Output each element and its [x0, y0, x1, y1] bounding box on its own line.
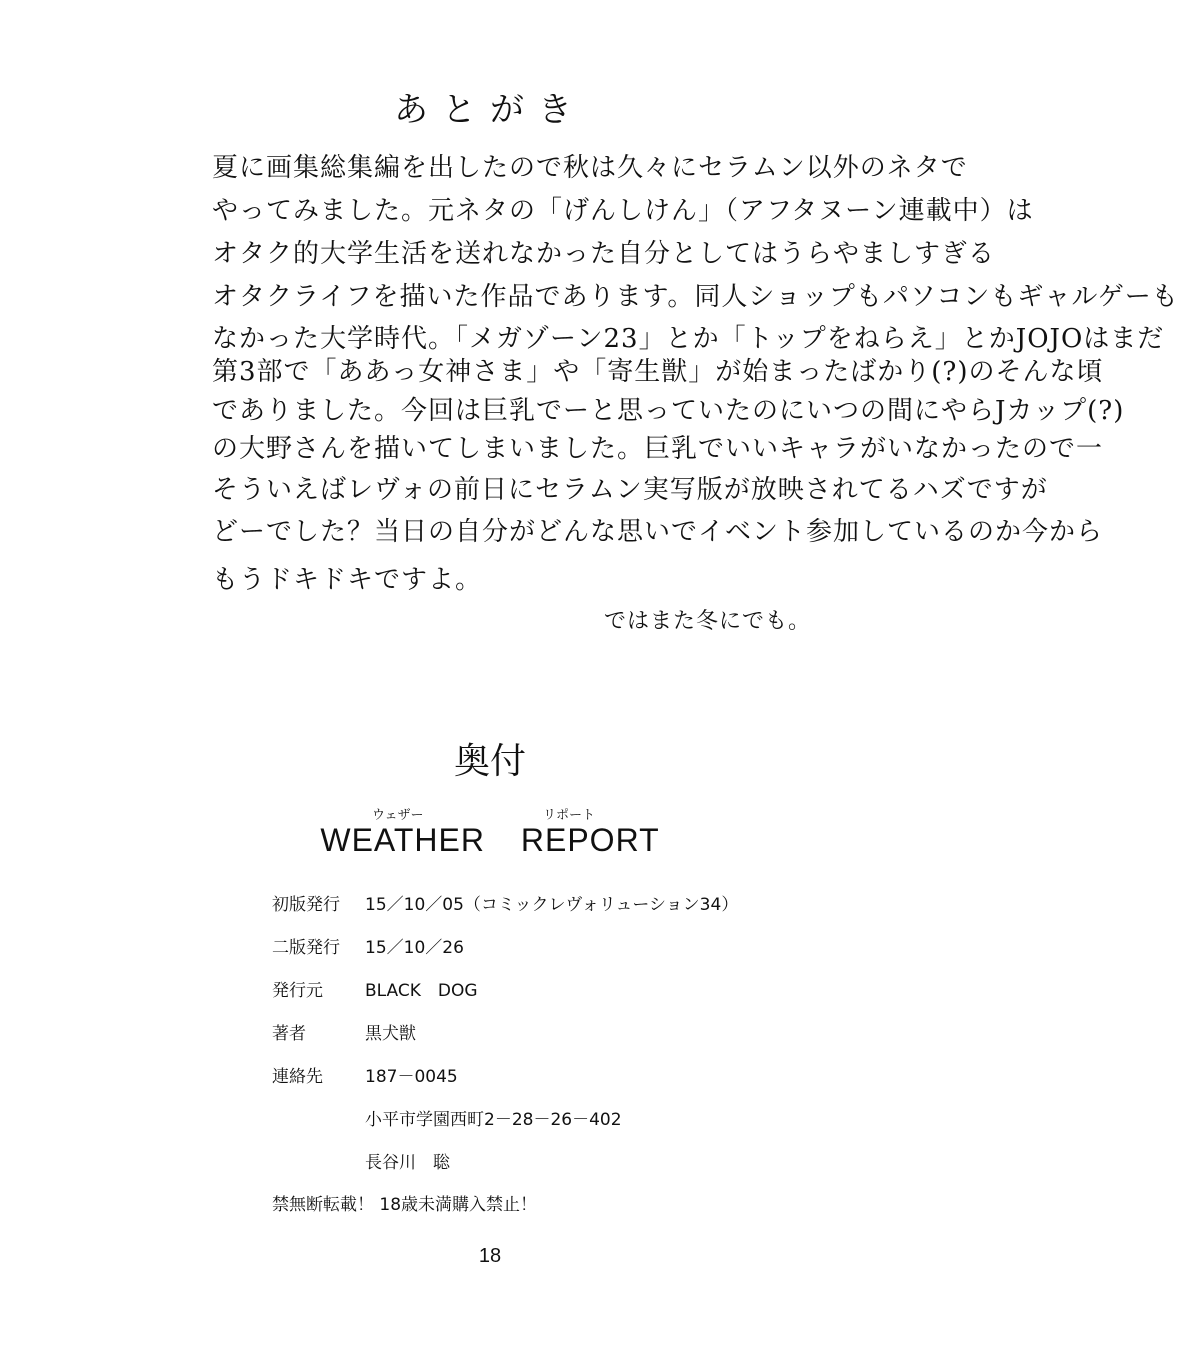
- reprint-notice: 禁無断転載！ 18歳未満購入禁止！: [272, 1195, 538, 1215]
- afterword-line: どーでした？当日の自分がどんな思いでイベント参加しているのか今から: [212, 517, 1104, 547]
- colophon-label: 初版発行: [272, 895, 340, 915]
- colophon-row-second-edition: [272, 933, 464, 958]
- afterword-line: もうドキドキですよ。: [212, 565, 483, 595]
- afterword-line: なかった大学時代。「メガゾーン23」とか「トップをねらえ」とかJOJOはまだ: [212, 324, 1165, 354]
- afterword-line: 夏に画集総集編を出したので秋は久々にセラムン以外のネタで: [212, 153, 968, 183]
- colophon-value: BLACK DOG: [365, 981, 478, 1001]
- afterword-line: でありました。今回は巨乳でーと思っていたのにいつの間にやらJカップ(?): [212, 396, 1125, 426]
- afterword-title: あとがき: [394, 90, 586, 130]
- colophon-row-contact: [272, 1062, 458, 1087]
- afterword-line: の大野さんを描いてしまいました。巨乳でいいキャラがいなかったので一: [212, 434, 1104, 464]
- colophon-row-name: [272, 1148, 450, 1173]
- colophon-row-first-edition: [272, 890, 738, 915]
- afterword-line: やってみました。元ネタの「げんしけん」（アフタヌーン連載中）は: [212, 196, 1034, 226]
- colophon-label: 著者: [272, 1024, 306, 1044]
- colophon-value: 黒犬獣: [365, 1024, 416, 1044]
- colophon-label: 二版発行: [272, 938, 340, 958]
- afterword-line: そういえばレヴォの前日にセラムン実写版が放映されてるハズですが: [212, 475, 1048, 505]
- colophon-value: 小平市学園西町2－28－26－402: [365, 1110, 622, 1130]
- colophon-value: 187－0045: [365, 1067, 458, 1087]
- colophon-row-address: [272, 1105, 622, 1130]
- colophon-row-publisher: [272, 976, 478, 1001]
- page-number: 18: [478, 1245, 502, 1267]
- colophon-label: 発行元: [272, 981, 323, 1001]
- title-ruby-weather: ウェザー: [372, 808, 424, 823]
- colophon-label: 連絡先: [272, 1067, 323, 1087]
- title-ruby-report: リポート: [543, 808, 596, 823]
- afterword-line: オタク的大学生活を送れなかった自分としてはうらやましすぎる: [212, 239, 996, 269]
- afterword-line: 第3部で「ああっ女神さま」や「寄生獣」が始まったばかり(?)のそんな頃: [212, 357, 1104, 387]
- colophon-value: 15／10／05（コミックレヴォリューション34）: [365, 895, 739, 915]
- colophon-value: 長谷川 聡: [365, 1153, 450, 1173]
- colophon-title: 奥付: [453, 741, 526, 782]
- book-title: WEATHER REPORT: [320, 822, 660, 858]
- colophon-value: 15／10／26: [365, 938, 464, 958]
- colophon-row-author: [272, 1019, 416, 1044]
- afterword-signoff: ではまた冬にでも。: [604, 609, 812, 634]
- afterword-line: オタクライフを描いた作品であります。同人ショップもパソコンもギャルゲーも: [212, 282, 1179, 312]
